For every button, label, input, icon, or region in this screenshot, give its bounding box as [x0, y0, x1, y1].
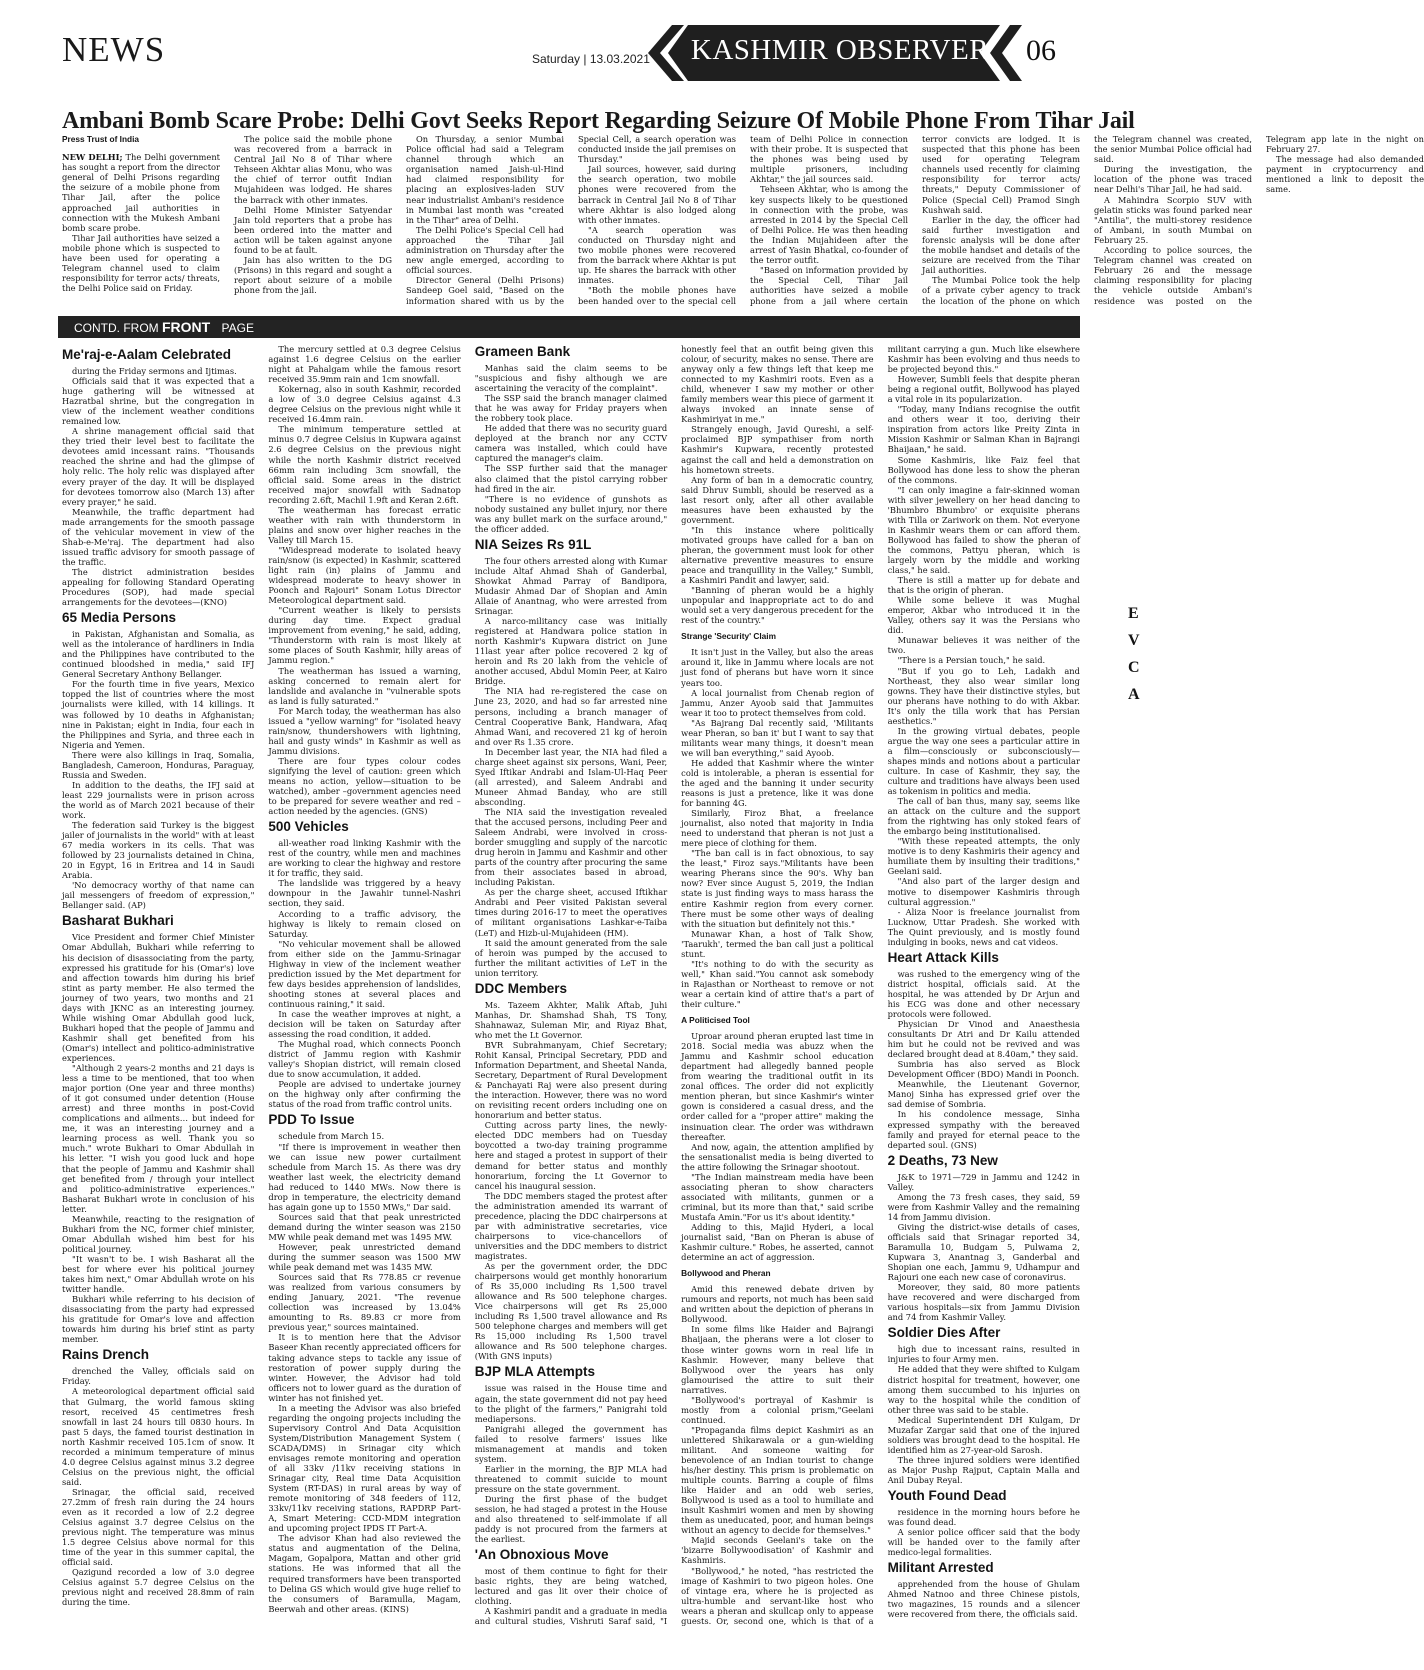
story-paragraph: Qazigund recorded a low of 3.0 degree Celsius against 5.7 degree Celsius on the previous night and received 28.8mm of rain during the time.: [62, 1567, 255, 1608]
story-headline: 500 Vehicles: [268, 819, 349, 835]
lead-paragraph: A Mahindra Scorpio SUV with gelatin sticks was found parked near "Antilia", the multi-storey residence of Ambani, in south Mumbai on February 25.: [1094, 194, 1252, 245]
story-paragraph: He added that there was no security guard deployed at the branch nor any CCTV camera was installed, which could have captured the manager's claim.: [474, 423, 668, 464]
story-paragraph: In case the weather improves at night, a decision will be taken on Saturday after assessing the road condition, it added.: [268, 1009, 461, 1040]
story-paragraph: "Banning of pheran would be a highly unpopular and inappropriate act to do and would set a very dangerous precedent for the rest of the country.": [681, 585, 874, 626]
lead-first-text: The Delhi government has sought a report from the director general of Delhi Prisons regarding the seizure of a mobile phone from Tihar Jail, after the police approached jail authorities in connection with the Mukesh Ambani bomb scare probe.: [62, 152, 221, 233]
lead-story-body: [62, 134, 1424, 306]
lead-paragraph: According to police sources, the Telegram channel was created on February 26 and the message claiming responsibility for placing the vehicle outside Ambani's residence was posted on the Telegram app late in the night on February 27.: [1094, 134, 1424, 306]
lead-paragraph: On Thursday, a senior Mumbai Police official had said a Telegram channel through which an organisation named Jaish-ul-Hind had claimed responsibility for placing an explosives-laden SUV near industrialist Ambani's residence in Mumbai last month was "created in the Tihar" area of Delhi.: [406, 134, 564, 225]
lead-paragraph: The Delhi Police's Special Cell had approached the Tihar Jail administration on Thursday after the new angle emerged, according to official sources.: [406, 224, 564, 276]
story-paragraph: Bukhari while referring to his decision of disassociating from the party had expressed his gratitude for Omar's love and affection towards him during his brief stint as party member.: [62, 1294, 255, 1345]
story-paragraph: "As Bajrang Dal recently said, 'Militants wear Pheran, so ban it' but I want to say that militants wear many things, it doesn't mean we will ban everything," said Ayoob.: [681, 717, 874, 758]
story-paragraph: As per the charge sheet, accused Iftikhar Andrabi and Peer visited Pakistan several times during 2016-17 to meet the operatives of militant organisations Lashkar-e-Taiba (LeT) and Hizb-ul-Mujahideen (HM).: [474, 887, 668, 938]
story-paragraph: "There is a Persian touch," he said.: [897, 655, 1046, 666]
story-paragraph: during the Friday sermons and Ijtimas.: [72, 366, 237, 376]
story-paragraph: A senior police officer said that the body will be handed over to the family after medico-legal formalities.: [887, 1527, 1080, 1558]
banner-right-chevron: [990, 25, 1022, 81]
story-paragraph: J&K to 1971—729 in Jammu and 1242 in Valley.: [887, 1171, 1080, 1192]
story-headline: Grameen Bank: [474, 344, 571, 359]
story-paragraph: For March today, the weatherman has also issued a "yellow warning" for "isolated heavy rain/snow, thundershowers with lightning, hail and gusty winds" in Kashmir as well as Jammu divisions.: [268, 705, 461, 756]
story-paragraph: BVR Subrahmanyam, Chief Secretary; Rohit Kansal, Principal Secretary, PDD and Information Department, and Sheetal Nanda, Secretary, Department of Rural Development & Panchayati Raj were also present during the interaction. However, there was no word on revisiting recent orders including one on honorarium and better status.: [474, 1039, 668, 1121]
edge-letter: A: [1128, 686, 1140, 703]
story-paragraph: He added that they were shifted to Kulgam district hospital for treatment, however, one among them succumbed to his injuries on way to the hospital while the condition of other three was said to be stable.: [887, 1364, 1080, 1415]
story-paragraph: in Pakistan, Afghanistan and Somalia, as well as the intolerance of hardliners in India and the Philippines have contributed to the continued bloodshed in media," said IFJ General Secretary Anthony Bellanger.: [62, 629, 255, 680]
story-paragraph: "The Indian mainstream media have been associating pheran to show characters associated with militants, gunmen or a criminal, but its more than that," said scribe Mustafa Amin."For us it's about identity.": [681, 1171, 874, 1222]
lead-first-paragraph: [62, 152, 220, 233]
story-paragraph: "There is no evidence of gunshots as nobody sustained any bullet injury, nor there was any bullet mark on the surface around," the officer added.: [474, 493, 668, 534]
story-paragraph: In the growing virtual debates, people argue the way one sees a particular attire in a film—consciously or subconsciously—shapes minds and notions about a particular culture. In case of Kashmir, they say, the culture and traditions have always been used as tokenism in politics and media.: [887, 725, 1080, 797]
story-headline: NIA Seizes Rs 91L: [474, 536, 592, 552]
lead-paragraph: Delhi Home Minister Satyendar Jain told reporters that a probe has been ordered into the matter and action will be taken against anyone found to be at fault.: [234, 204, 392, 256]
story-paragraph: The NIA said the investigation revealed that the accused persons, including Peer and Saleem Andrabi, were involved in cross-border smuggling and supply of the narcotic drug heroin in Jammu and Kashmir and other parts of the country after procuring the same from their associates based in abroad, including Pakistan.: [474, 806, 668, 888]
lead-paragraph: During the investigation, the location of the phone was traced near Delhi's Tihar Jail, he had said.: [1094, 164, 1252, 195]
story-paragraph: Sources said that Rs 778.85 cr revenue was realized from various consumers by ending January, 2021. "The revenue collection was increased by 13.04% amounting to Rs. 89.83 cr more from previous year," sources maintained.: [268, 1272, 461, 1333]
story-headline: 2 Deaths, 73 New: [887, 1152, 998, 1168]
story-paragraph: Vice President and former Chief Minister Omar Abdullah, Bukhari while referring to his decision of disassociating from the party, expressed his gratitude for his (Omar's) love and affection towards him during his brief stint as party member. He also termed the journey of two years, two months and 21 days with JKNC as an interesting journey. While wishing Omar Abdullah good luck, Bukhari hoped that the people of Jammu and Kashmir shall get benefited from his (Omar's) intellect and politico-administrative experiences.: [62, 932, 255, 1063]
story-paragraph: The mercury settled at 0.3 degree Celsius against 1.6 degree Celsius on the earlier night at Pahalgam while the famous resort received 35.9mm rain and 1cm snowfall.: [268, 344, 461, 385]
story-headline: Rains Drench: [62, 1347, 150, 1363]
story-paragraph: Amid this renewed debate driven by rumours and reports, not much has been said and written about the depiction of pherans in Bollywood.: [681, 1284, 874, 1325]
story-paragraph: Kokernag, also in south Kashmir, recorded a low of 3.0 degree Celsius against 4.3 degree Celsius on the previous night while it received 16.4mm rain.: [268, 384, 461, 425]
story-paragraph: In his condolence message, Sinha expressed sympathy with the bereaved family and prayed for eternal peace to the departed soul. (GNS): [887, 1109, 1080, 1150]
lead-paragraph: Earlier in the day, the officer had said further investigation and forensic analysis will be done after the mobile handset and details of the seizure are received from the Tihar Jail authorities.: [922, 214, 1080, 276]
story-headline: 'An Obnoxious Move: [474, 1547, 609, 1563]
story-paragraph: "I can only imagine a fair-skinned woman with silver jewellery on her head dancing to 'Bhumbro Bhumbro' or exquisite pherans with Tilla or Zariwork on them. Not everyone in Kashmir wears them or can afford them. Bollywood has failed to show the pheran of the commons, Pattyu pheran, which is largely worn by the middle and working class," he said.: [887, 484, 1080, 576]
story-headline: Soldier Dies After: [887, 1325, 1001, 1341]
story-headline: PDD To Issue: [268, 1112, 355, 1128]
story-paragraph: Physician Dr Vinod and Anaesthesia consultants Dr Atri and Dr Kailu attended him but he could not be revived and was declared brought dead at 8.40am," they said.: [887, 1019, 1080, 1060]
lead-paragraph: "A search operation was conducted on Thursday night and two mobile phones were recovered from the barrack where Akhtar is put up. He shares the barrack with other inmates.: [578, 224, 736, 286]
issue-date: Saturday | 13.03.2021: [532, 52, 650, 66]
byline: Press Trust of India: [62, 134, 139, 144]
story-paragraph: However, peak unrestricted demand during the summer season was 1500 MW while peak demand met was 1435 MW.: [268, 1241, 461, 1273]
story-headline: Youth Found Dead: [887, 1488, 1007, 1504]
story-paragraph: "In this instance where politically motivated groups have called for a ban on pheran, the government must look for other alternative preventive measures to ensure peace and tranquillity in the Valley," Sumbli, a Kashmiri Pandit and lawyer, said.: [681, 524, 874, 586]
story-paragraph: Manhas said the claim seems to be "suspicious and fishy although we are ascertaining the veracity of the complaint".: [474, 363, 668, 394]
story-paragraph: Earlier in the morning, the BJP MLA had threatened to commit suicide to mount pressure on the state government.: [474, 1463, 668, 1494]
story-paragraph: In addition to the deaths, the IFJ said at least 229 journalists were in prison across the world as of March 2021 because of their work.: [62, 779, 255, 820]
story-paragraph: Officials said that it was expected that a huge gathering will be witnessed at Hazratbal shrine, but the congregation in view of the inclement weather conditions remained low.: [62, 376, 255, 427]
newspaper-name: KASHMIR OBSERVER: [690, 34, 990, 66]
lead-paragraph: Tehseen Akhtar, who is among the key suspects likely to be questioned in connection with the probe, was arrested in 2014 by the Special Cell of Delhi Police. He was then heading the Indian Mujahideen after the arrest of Yasin Bhatkal, co-founder of the terror outfit.: [750, 184, 908, 266]
story-paragraph: A shrine management official said that they tried their level best to facilitate the devotees amid incessant rains. "Thousands reached the shrine and had the glimpse of holy relic. The holy relic was displayed after every prayer of the day. It will be displayed for devotees tomorrow also (March 13) after every prayer," he said.: [62, 426, 255, 507]
story-paragraph: Srinagar, the official said, received 27.2mm of fresh rain during the 24 hours even as it recorded a low of 2.2 degree Celsius against 3.7 degree Celsius on the previous night. The temperature was minus 1.5 degree Celsius above normal for this time of the year in this summer capital, the official said.: [62, 1486, 255, 1568]
story-paragraph: Strangely enough, Javid Qureshi, a self-proclaimed BJP sympathiser from north Kashmir's Kupwara, recently protested against the call and held a demonstration on his hometown streets.: [681, 424, 874, 475]
story-paragraph: most of them continue to fight for their basic rights, they are being watched, lectured and gas lit over their choice of clothing.: [474, 1566, 668, 1607]
story-paragraph: Among the 73 fresh cases, they said, 59 were from Kashmir Valley and the remaining 14 from Jammu division.: [887, 1191, 1080, 1222]
story-paragraph: Meanwhile, the Lieutenant Governor, Manoj Sinha has expressed grief over the sad demise of Sombria.: [887, 1079, 1080, 1110]
story-paragraph: "Today, many Indians recognise the outfit and others wear it too, deriving their inspiration from actors like Preity Zinta in Mission Kashmir or Salman Khan in Bajrangi Bhaijaan," he said.: [887, 404, 1080, 455]
story-paragraph: Cutting across party lines, the newly-elected DDC members had on Tuesday boycotted a two-day training programme here and staged a protest in support of their demand for better status and monthly honorarium, forcing the Lt Governor to cancel his inaugural session.: [474, 1120, 668, 1191]
edge-letter: E: [1128, 605, 1139, 622]
story-paragraph: The Mughal road, which connects Poonch district of Jammu region with Kashmir valley's Shopian district, will remain closed due to snow accumulation, it added.: [268, 1039, 461, 1080]
story-paragraph: "It's nothing to do with the security as well," Khan said."You cannot ask somebody in Rajasthan or Northeast to remove or not wear a certain kind of attire that's a part of their culture.": [681, 958, 874, 1009]
story-paragraph: "Current weather is likely to persists during day time. Expect gradual improvement from evening," he said, adding, "Thunderstorm with rain is most likely at some places of South Kashmir, hilly areas of Jammu region.": [268, 605, 461, 666]
lead-headline: Ambani Bomb Scare Probe: Delhi Govt Seeks Report Regarding Seizure Of Mobile Phone From Tihar Jail: [62, 108, 1135, 135]
story-paragraph: Munawar Khan, a host of Talk Show, 'Taarukh', termed the ban call just a political stunt.: [681, 928, 874, 959]
story-paragraph: The landslide was triggered by a heavy downpour in the Jawahir tunnel-Nashri section, they said.: [268, 878, 461, 909]
story-paragraph: He added that Kashmir where the winter cold is intolerable, a pheran is essential for the aged and the banning it under security reasons is just a pretence, like it was done for banning 4G.: [681, 757, 874, 809]
story-paragraph: The minimum temperature settled at minus 0.7 degree Celsius in Kupwara against 2.6 degree Celsius on the previous night while the north Kashmir district received 66mm rain including 3cm snowfall, the official said. Some areas in the district received major snowfall with Sadnatop recording 2.6ft, Machil 1.9ft and Keran 2.6ft.: [268, 424, 461, 505]
story-paragraph: "Bollywood," he noted, "has restricted the image of Kashmiri to two pigeon holes. One of vintage era, where he is projected as ultra-humble and servant-like host who wears a pheran and skullcap only to appease guests. Or, second one, which is that of a militant carrying a gun. Much like elsewhere Kashmir has been evolving and thus needs to be projected beyond this.": [681, 344, 1080, 1626]
edge-letter: V: [1128, 632, 1140, 649]
section-title: NEWS: [62, 30, 166, 69]
story-paragraph: Moreover, they said, 80 more patients have recovered and were discharged from various hospitals—six from Jammu Division and 74 from Kashmir Valley.: [887, 1282, 1080, 1323]
story-headline: Militant Arrested: [887, 1560, 994, 1576]
story-headline: DDC Members: [474, 980, 568, 996]
edge-letter: C: [1128, 659, 1140, 676]
story-paragraph: The NIA had re-registered the case on June 23, 2020, and had so far arrested nine persons, including a branch manager of Central Cooperative Bank, Handwara, Afaq Ahmad Wani, and recovered 21 kg of heroin and over Rs 1.35 crore.: [474, 686, 668, 747]
story-paragraph: "It wasn't to be. I wish Basharat all the best for where ever his political journey takes him next," Omar Abdullah wrote on his twitter handle.: [62, 1253, 255, 1295]
story-paragraph: drenched the Valley, officials said on Friday.: [62, 1366, 255, 1387]
story-paragraph: Sumbria has also served as Block Development Officer (BDO) Mandi in Poonch.: [887, 1059, 1080, 1080]
story-subhead: Strange 'Security' Claim: [681, 631, 776, 642]
story-paragraph: As per the government order, the DDC chairpersons would get monthly honorarium of Rs 35,000 including Rs 1,500 travel allowance and Rs 500 telephone charges. Vice chairpersons will get Rs 25,000 including Rs 1,500 travel allowance and Rs 500 telephone charges and members will get Rs 15,000 including Rs 1,500 travel allowance and Rs 500 telephone charges. (With GNS inputs): [474, 1260, 668, 1362]
lead-paragraph: Tihar Jail authorities have seized a mobile phone which is suspected to have been used for operating a Telegram channel used to claim responsibility for terror acts/ threats, the Delhi Police said on Friday.: [62, 232, 220, 294]
story-paragraph: In a meeting the Advisor was also briefed regarding the ongoing projects including the Supervisory Control And Data Acquisition System/Distribution Management System ( SCADA/DMS) in Srinagar city which envisages remote monitoring and operation of all 33kv /11kv receiving stations in Srinagar city, Real time Data Acquisition System (RT-DAS) in rural areas by way of remote monitoring of 348 feeders of 112, 33kv/11kv receiving stations, RAPDRP Part-A, Smart Metering: CCD-MDM integration and upcoming project IPDS IT Part-A.: [268, 1402, 461, 1534]
story-paragraph: Panigrahi alleged the government has failed to resolve farmers' issues like mismanagement at mandis and token system.: [474, 1423, 668, 1464]
story-paragraph: The advisor Khan had also reviewed the status and augmentation of the Delina, Magam, Gopalpora, Mattan and other grid stations. He was informed that all the required transformers have been transported to Delina GS which would give huge relief to the consumers of Baramulla, Magam, Beerwah and other areas. (KINS): [268, 1533, 461, 1614]
continued-stories: [62, 344, 1080, 1660]
story-paragraph: Sources said that that peak unrestricted demand during the winter season was 2150 MW while peak demand met was 1495 MW.: [268, 1211, 461, 1242]
masthead: [58, 22, 1080, 84]
story-paragraph: "If there is improvement in weather then we can issue new power curtailment schedule from March 15. As there was dry weather last week, the electricity demand had reduced to 1440 MWs. Now there is drop in temperature, the electricity demand has again gone up to 1550 MWs," Dar said.: [268, 1141, 461, 1212]
lead-paragraph: The police said the mobile phone was recovered from a barrack in Central Jail No 8 of Tihar where Tehseen Akhtar alias Monu, who was the chief of terror outfit Indian Mujahideen was lodged. He shares the barrack with other inmates.: [234, 134, 392, 205]
story-paragraph: A narco-militancy case was initially registered at Handwara police station in north Kashmir's Kupwara district on June 11last year after police recovered 2 kg of heroin and Rs 20 lakh from the vehicle of another accused, Abdul Momin Peer, at Kairo Bridge.: [474, 616, 668, 687]
story-paragraph: Meanwhile, reacting to the resignation of Bukhari from the NC, former chief minister, Omar Abdullah wished him best for his political journey.: [62, 1213, 255, 1254]
story-paragraph: issue was raised in the House time and again, the state government did not pay heed to the plight of the farmers," Panigrahi told mediapersons.: [474, 1383, 668, 1424]
lead-paragraph: The message had also demanded payment in cryptocurrency and mentioned a link to deposit the same.: [1266, 154, 1424, 195]
story-paragraph: There are four types colour codes signifying the level of caution: green which means no action, yellow—situation to be watched), amber –government agencies need to be prepared for severe weather and red –action needed by the agencies. (GNS): [268, 755, 461, 817]
story-paragraph: There is still a matter up for debate and that is the origin of pheran.: [887, 575, 1080, 596]
dateline: NEW DELHI;: [62, 152, 123, 163]
lead-paragraph: "Based on information provided by the Special Cell, Tihar Jail authorities have seized a mobile phone from a jail where certain terror convicts are lodged. It is suspected that this phone has been used for operating Telegram channels used recently for claiming responsibility for terror acts/ threats," Deputy Commissioner of Police (Special Cell) Pramod Singh Kushwah said.: [750, 134, 1080, 306]
story-paragraph: People are advised to undertake journey on the highway only after confirming the status of the road from traffic control units.: [268, 1079, 461, 1110]
story-paragraph: schedule from March 15.: [278, 1131, 385, 1142]
story-paragraph: The call of ban thus, many say, seems like an attack on the culture and the support from the rightwing has only stoked fears of the embargo being institutionalised.: [887, 796, 1080, 837]
story-paragraph: According to a traffic advisory, the highway is likely to remain closed on Saturday.: [268, 908, 461, 939]
story-paragraph: high due to incessant rains, resulted in injuries to four Army men.: [887, 1344, 1080, 1365]
story-paragraph: "With these repeated attempts, the only motive is to deny Kashmiris their agency and humiliate them by insulting their traditions," Geelani said.: [887, 836, 1080, 877]
story-paragraph: Similarly, Firoz Bhat, a freelance journalist, also noted that majority in India need to understand that pheran is not just a mere piece of clothing for them.: [681, 808, 874, 849]
lead-paragraph: Director General (Delhi Prisons) Sandeep Goel said, "Based on the information shared with us by the Special Cell, a search operation was conducted inside the jail premises on Thursday.": [406, 134, 736, 306]
story-paragraph: The federation said Turkey is the biggest jailer of journalists in the world" with at least 67 media workers in its cells. That was followed by 23 journalists detained in China, 20 in Egypt, 16 in Eritrea and 14 in Saudi Arabia.: [62, 820, 255, 881]
story-paragraph: residence in the morning hours before he was found dead.: [887, 1507, 1080, 1528]
contd-from-front-bar: [58, 316, 1080, 338]
story-paragraph: It said the amount generated from the sale of heroin was pumped by the accused to further the militant activities of LeT in the union territory.: [474, 937, 668, 978]
story-paragraph: For the fourth time in five years, Mexico topped the list of countries where the most journalists were killed, with 14 killings. It was followed by 10 deaths in Afghanistan; nine in Pakistan; eight in India, four each in the Philippines and Syria, and three each in Nigeria and Yemen.: [62, 679, 255, 750]
story-headline: 65 Media Persons: [62, 610, 177, 626]
story-paragraph: It isn't just in the Valley, but also the areas around it, like in Jammu where locals are not just fond of pherans but have worn it since years too.: [681, 647, 874, 688]
story-paragraph: The DDC members staged the protest after the administration amended its warrant of precedence, placing the DDC chairpersons at par with administrative secretaries, vice chairpersons to vice-chancellors of universities and the DDC members to district magistrates.: [474, 1190, 668, 1261]
lead-paragraph: "Both the mobile phones have been handed over to the special cell team of Delhi Police in connection with their probe. It is suspected that the phones was being used by multiple prisoners, including Akhtar," the jail sources said.: [578, 134, 908, 306]
story-paragraph: However, Sumbli feels that despite pheran being a regional outfit, Bollywood has played a vital role in its popularization.: [887, 374, 1080, 405]
story-paragraph: - Aliza Noor is freelance journalist from Lucknow, Uttar Pradesh. She worked with The Quint previously, and is mostly found indulging in books, news and cat videos.: [887, 906, 1080, 947]
lead-paragraph: Jain has also written to the DG (Prisons) in this regard and sought a report about seizure of a mobile phone from the jail.: [234, 255, 392, 296]
story-paragraph: Any form of ban in a democratic country, said Dhruv Sumbli, should be reserved as a last resort only, after all other available measures have been exhausted by the government.: [681, 474, 874, 525]
story-paragraph: A local journalist from Chenab region of Jammu, Anzer Ayoob said that Jammuites wear it too to protect themselves from cold.: [681, 687, 874, 718]
story-paragraph: The weatherman has forecast erratic weather with rain with thunderstorm in plains and snow over higher reaches in the Valley till March 15.: [268, 504, 461, 545]
story-paragraph: all-weather road linking Kashmir with the rest of the country, while men and machines are working to clear the highway and restore it for traffic, they said.: [268, 838, 461, 879]
story-paragraph: The SSP further said that the manager also claimed that the pistol carrying robber had fired in the air.: [474, 463, 668, 494]
story-paragraph: In some films like Haider and Bajrangi Bhaijaan, the pherans were a lot closer to those winter gowns worn in real life in Kashmir. However, many believe that Bollywood over the years has only glamourised the attire to suit their narratives.: [681, 1324, 874, 1395]
story-paragraph: Some Kashmiris, like Faiz feel that Bollywood has done less to show the pheran of the commons.: [887, 454, 1080, 485]
story-paragraph: "No vehicular movement shall be allowed from either side on the Jammu-Srinagar Highway in view of the inclement weather prediction issued by the Met department for few days besides apprehension of landslides, shooting stones at several places and continuous raining," it said.: [268, 938, 461, 1009]
story-paragraph: While some believe it was Mughal emperor, Akbar who introduced it in the Valley, others say it was the Persians who did.: [887, 595, 1080, 636]
story-paragraph: The weatherman has issued a warning, asking concerned to remain alert for landslide and avalanche in "vulnerable spots as land is fully saturated.": [268, 665, 461, 706]
story-paragraph: apprehended from the house of Ghulam Ahmed Natnoo and three Chinese pistols, two magazines, 15 rounds and a silencer were recovered from there, the officials said.: [887, 1579, 1080, 1620]
story-paragraph: "Widespread moderate to isolated heavy rain/snow (is expected) in Kashmir, scattered light rain (in) plains of Jammu and widespread moderate to heavy shower in Poonch and Rajouri" Sonam Lotus Director Meteorological department said.: [268, 544, 461, 606]
story-subhead: Bollywood and Pheran: [681, 1268, 771, 1279]
story-paragraph: Munawar believes it was neither of the two.: [887, 635, 1080, 656]
story-paragraph: And now, again, the attention amplified by the sensationalist media is being diverted to the attire following the Srinagar shootout.: [681, 1141, 874, 1172]
story-paragraph: Uproar around pheran erupted last time in 2018. Social media was abuzz when the Jammu and Kashmir school education department had allegedly banned people from wearing the traditional outfit in its zonal offices. The order did not explicitly mention pheran, but since Kashmir's winter gown is considered a casual dress, and the order called for a "proper attire" making the insinuation clear. The order was withdrawn thereafter.: [681, 1031, 874, 1142]
story-paragraph: The district administration besides appealing for following Standard Operating Procedures (SOP), had made special arrangements for the devotees—(KNO): [62, 566, 255, 608]
story-headline: BJP MLA Attempts: [474, 1364, 596, 1380]
story-paragraph: Ms. Tazeem Akhter, Malik Aftab, Juhi Manhas, Dr. Shamshad Shah, TS Tony, Shahnawaz, Suleman Mir, and Riyaz Bhat, who met the Lt Governor.: [474, 999, 668, 1040]
story-paragraph: The SSP said the branch manager claimed that he was away for Friday prayers when the robbery took place.: [474, 393, 668, 424]
story-headline: Heart Attack Kills: [887, 949, 999, 965]
story-paragraph: Adding to this, Majid Hyderi, a local journalist said, "Ban on Pheran is abuse of Kashmir culture." Robes, he asserted, cannot determine an act of aggression.: [681, 1221, 874, 1263]
lead-paragraph: Jail sources, however, said during the search operation, two mobile phones were recovered from the barrack in Central Jail No 8 of Tihar where Akhtar is also lodged along with other inmates.: [578, 164, 736, 225]
story-paragraph: 'No democracy worthy of that name can jail messengers of freedom of expression," Bellanger said. (AP): [62, 880, 255, 911]
story-paragraph: Giving the district-wise details of cases, officials said that Srinagar reported 34, Baramulla 10, Budgam 5, Pulwama 2, Kupwara 3, Anantnag 3, Ganderbal and Shopian one each, Jammu 9, Udhampur and Rajouri one each new case of coronavirus.: [887, 1221, 1080, 1283]
story-paragraph: was rushed to the emergency wing of the district hospital, officials said. At the hospital, he was attended by Dr Arjun and his ECG was done and other necessary protocols were followed.: [887, 968, 1080, 1019]
story-paragraph: "And also part of the larger design and motive to disempower Kashmiris through cultural aggression.": [887, 876, 1080, 907]
story-paragraph: Medical Superintendent DH Kulgam, Dr Muzafar Zargar said that one of the injured soldiers was brought dead to the hospital. He identified him as 27-year-old Sarosh.: [887, 1414, 1080, 1455]
story-paragraph: Meanwhile, the traffic department had made arrangements for the smooth passage of the vehicular movement in view of the Shab-e-Me'raj. The department had also issued traffic advisory for smooth passage of the traffic.: [62, 506, 255, 567]
story-headline: Basharat Bukhari: [62, 913, 174, 929]
story-paragraph: "The ban call is in fact obnoxious, to say the least," Firoz says."Militants have been wearing Pherans since the 90's. Why ban now? Ever since August 5, 2019, the Indian state is just finding ways to mass harass the entire Kashmir region from every corner. There must be some other ways of dealing with the situation but definitely not this.": [681, 848, 874, 929]
contd-label: CONTD. FROM FRONT PAGE: [74, 319, 255, 335]
story-paragraph: A Kashmiri pandit and a graduate in media and cultural studies, Vishruti Saraf said, "I honestly feel that an outfit being given this colour, of security, makes no sense. There are anyway only a few things left that keep me connected to my Kashmiri roots. Even as a child, whenever I saw my mother or other family members wear this piece of garment it always invoked an innate sense of Kashmiriyat in me.": [474, 344, 874, 1627]
story-headline: Me'raj-e-Aalam Celebrated: [62, 347, 232, 362]
story-paragraph: During the first phase of the budget session, he had staged a protest in the House and also threatened to self-immolate if all paddy is not procured from the farmers at the earliest.: [474, 1493, 668, 1545]
story-paragraph: "Although 2 years-2 months and 21 days is less a time to be mentioned, that too when major portion (One year and three months) of it got consumed under detention (House arrest) and three months in post-Covid complications and ailments… but indeed for me, it was an interesting journey and a learning process as well. Thank you so much." wrote Bukhari to Omar Abdullah in his letter. "I wish you good luck and hope that the people of Jammu and Kashmir shall get benefited from / through your intellect and politico-administrative experiences." Basharat Bukhari wrote in conclusion of his letter.: [62, 1063, 255, 1214]
page-number: 06: [1026, 34, 1056, 67]
story-paragraph: In December last year, the NIA had filed a charge sheet against six persons, Wani, Peer, Syed Iftikar Andrabi and Islam-Ul-Haq Peer (all arrested), and Saleem Andrabi and Muneer Ahmad Banday, who are still absconding.: [474, 746, 668, 807]
lead-paragraph: The Mumbai Police took the help of a private cyber agency to track the location of the phone on which the Telegram channel was created, the senior Mumbai Police official had said.: [922, 134, 1252, 306]
story-paragraph: Majid seconds Geelani's take on the 'bizarre Bollywoodisation' of Kashmir and Kashmiris.: [681, 1535, 874, 1566]
story-paragraph: It is to mention here that the Advisor Baseer Khan recently appreciated officers for taking advance steps to tackle any issue of restoration of power supply during the winter. However, the Advisor had told officers not to lower guard as the duration of winter has not finished yet.: [268, 1332, 461, 1403]
story-subhead: A Politicised Tool: [681, 1015, 750, 1026]
story-paragraph: "Propaganda films depict Kashmiri as an unlettered Shikarawala or a gun-wielding militant. And someone waiting for benevolence of an Indian tourist to change his/her destiny. This prism is problematic on multiple counts. Barring a couple of films like Haider and an odd web series, Bollywood is used as a tool to humiliate and insult Kashmiri women and men by showing them as uneducated, poor, and human beings without an agency to decide for themselves.": [681, 1424, 874, 1536]
story-paragraph: "Bollywood's portrayal of Kashmir is mostly from a colonial prism,"Geelani continued.: [681, 1394, 874, 1425]
story-paragraph: The three injured soldiers were identified as Major Pushp Rajput, Captain Malla and Anil Dubay Reyal.: [887, 1454, 1080, 1485]
story-paragraph: "But if you go to Leh, Ladakh and Northeast, they also wear similar long gowns. They have their distinctive styles, but our pherans have nothing to do with Akbar. It's only the tilla work that has Persian aesthetics.": [887, 665, 1080, 726]
adjacent-page-edge-text: [1128, 600, 1140, 708]
story-paragraph: A meteorological department official said that Gulmarg, the world famous skiing resort, received 45 centimetres fresh snowfall in last 24 hours till 0830 hours. In past 5 days, the famed tourist destination in north Kashmir received 105.1cm of snow. It recorded a minimum temperature of minus 4.0 degree Celsius against minus 3.2 degree Celsius on the previous night, the official said.: [62, 1386, 255, 1487]
story-paragraph: The four others arrested along with Kumar include Altaf Ahmad Shah of Ganderbal, Showkat Ahmad Parray of Bandipora, Mudasir Ahmad Dar of Shopian and Amin Allaie of Anantnag, who were arrested from Srinagar.: [474, 555, 668, 617]
story-paragraph: There were also killings in Iraq, Somalia, Bangladesh, Cameroon, Honduras, Paraguay, Russia and Sweden.: [62, 749, 255, 780]
